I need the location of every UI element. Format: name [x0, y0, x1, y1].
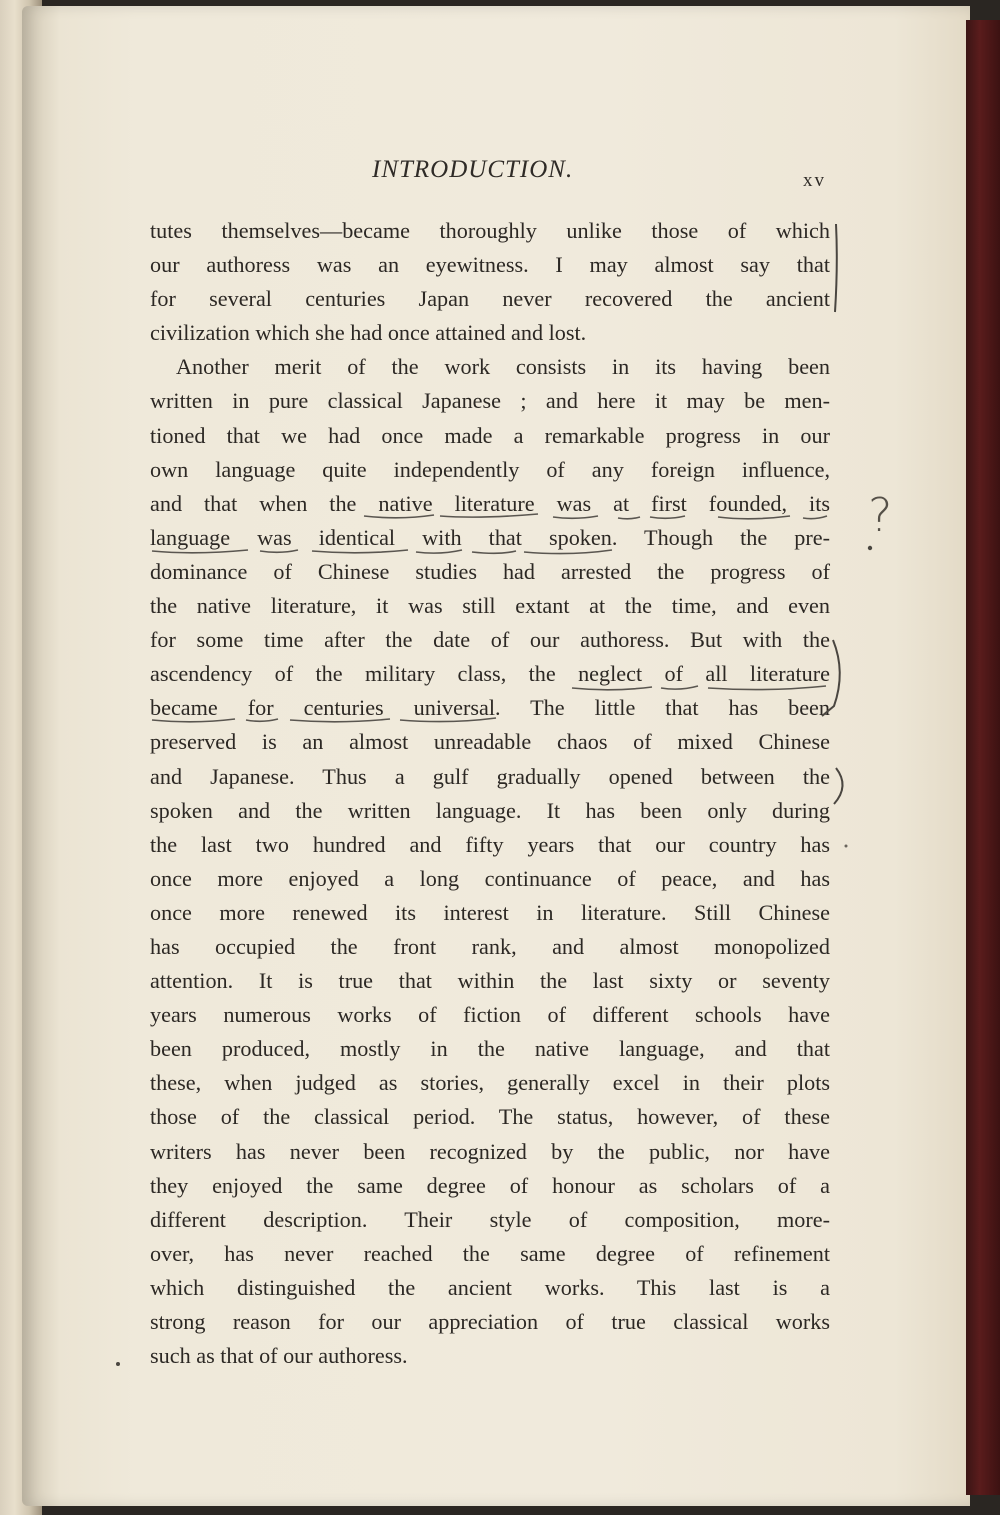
text-line: for some time after the date of our authoress. But with the [150, 627, 830, 653]
text-line: writers has never been recognized by the public, nor have [150, 1138, 830, 1164]
text-line: years numerous works of fiction of different schools have [150, 1002, 830, 1028]
text-line: such as that of our authoress. [150, 1343, 408, 1369]
text-line: ascendency of the military class, the neglect of all literature [150, 661, 830, 687]
text-line: and Japanese. Thus a gulf gradually opened between the [150, 763, 830, 789]
text-line: different description. Their style of composition, more- [150, 1206, 830, 1232]
margin-question-mark: ? [868, 488, 893, 542]
text-line: and that when the native literature was at first founded, its [150, 490, 830, 516]
text-line: those of the classical period. The status, however, of these [150, 1104, 830, 1130]
text-line: which distinguished the ancient works. This last is a [150, 1274, 830, 1300]
text-line: the native literature, it was still extant at the time, and even [150, 593, 830, 619]
text-line: been produced, mostly in the native language, and that [150, 1036, 830, 1062]
text-line: civilization which she had once attained and lost. [150, 320, 587, 346]
page-body-text [150, 214, 830, 1373]
text-line: own language quite independently of any foreign influence, [150, 456, 830, 482]
text-line: strong reason for our appreciation of true classical works [150, 1309, 830, 1334]
text-line: has occupied the front rank, and almost monopolized [150, 933, 830, 959]
text-line: tutes themselves—became thoroughly unlike those of which [150, 218, 830, 243]
text-line: Another merit of the work consists in its having been [176, 354, 830, 380]
text-line: preserved is an almost unreadable chaos of mixed Chinese [150, 729, 830, 755]
page-number: xv [803, 170, 826, 191]
text-line: attention. It is true that within the last sixty or seventy [150, 968, 830, 994]
text-line: once more renewed its interest in literature. Still Chinese [150, 899, 830, 925]
text-line: written in pure classical Japanese ; and here it may be men- [150, 388, 830, 414]
text-line: these, when judged as stories, generally excel in their plots [150, 1070, 830, 1096]
text-line: tioned that we had once made a remarkable progress in our [150, 422, 830, 448]
text-line: language was identical with that spoken. Though the pre- [150, 524, 830, 550]
text-line: once more enjoyed a long continuance of peace, and has [150, 865, 830, 891]
text-line: dominance of Chinese studies had arrested the progress of [150, 558, 830, 584]
running-header-title: INTRODUCTION. [372, 156, 574, 183]
text-line: spoken and the written language. It has been only during [150, 797, 830, 823]
text-line: over, has never reached the same degree of refinement [150, 1240, 830, 1266]
text-line: became for centuries universal. The little that has been [150, 695, 830, 721]
book-cover-edge [966, 20, 1000, 1495]
text-line: they enjoyed the same degree of honour as scholars of a [150, 1172, 830, 1198]
text-line: the last two hundred and fifty years that our country has [150, 831, 830, 857]
text-line: our authoress was an eyewitness. I may almost say that [150, 252, 830, 278]
text-line: for several centuries Japan never recovered the ancient [150, 286, 830, 312]
